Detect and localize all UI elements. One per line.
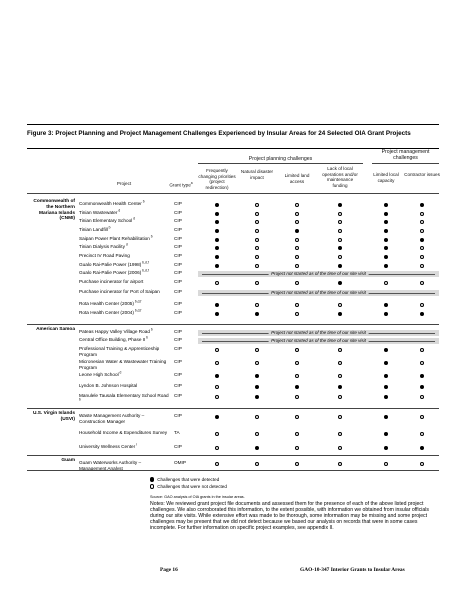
table-top-rule [27,148,439,149]
challenge-detected-icon [338,385,342,389]
grant-type: CIP [174,413,182,418]
challenge-header-3: Limited land access [284,173,310,184]
challenge-not-detected-icon [255,255,259,259]
grant-type: CIP [174,218,182,223]
challenge-not-detected-icon [295,246,299,250]
challenge-not-detected-icon [420,281,424,285]
grant-type: CIP [174,383,182,388]
challenge-not-detected-icon [295,203,299,207]
challenge-detected-icon [384,395,388,399]
challenge-not-detected-icon [215,281,219,285]
legend-not-detected [150,484,227,490]
project-name: Leone High School $^d$ [79,370,122,377]
challenge-detected-icon [384,432,388,436]
challenge-not-detected-icon [215,446,219,450]
challenge-not-detected-icon [295,312,299,316]
challenge-detected-icon [420,385,424,389]
not-started-band [198,330,439,336]
project-name: Guam Waterworks Authority – Management Analyst [79,460,142,471]
grant-type: CIP [174,201,182,206]
challenge-detected-icon [215,264,219,268]
challenge-not-detected-icon [420,220,424,224]
challenge-detected-icon [215,312,219,316]
challenge-not-detected-icon [295,238,299,242]
challenge-not-detected-icon [384,462,388,466]
not-started-band [198,290,439,296]
challenge-not-detected-icon [338,238,342,242]
challenge-detected-icon [420,446,424,450]
planning-group-rule [198,163,363,164]
project-name: Micronesian Water & Wastewater Training Program [79,359,167,370]
figure-title: Figure 3: Project Planning and Project Management Challenges Experienced by Insular Areas for 24 Selected OIA Grant Projects [27,130,411,137]
challenge-detected-icon [384,220,388,224]
project-name: Pateas Happy Valley Village Road $^b$ [79,327,153,334]
challenge-not-detected-icon [338,432,342,436]
challenge-detected-icon [384,361,388,365]
challenge-not-detected-icon [255,361,259,365]
header-bottom-rule [27,193,439,194]
challenge-not-detected-icon [420,212,424,216]
region-label: Guam [61,458,75,463]
challenge-detected-icon [255,385,259,389]
project-column-header: Project [116,181,132,186]
challenge-not-detected-icon [420,229,424,233]
challenge-not-detected-icon [295,395,299,399]
open-circle-icon [150,484,154,488]
challenge-not-detected-icon [338,415,342,419]
challenge-not-detected-icon [338,446,342,450]
challenge-not-detected-icon [338,255,342,259]
project-name: Central Office Building, Phase II $^b$ [79,335,149,342]
challenge-detected-icon [384,312,388,316]
challenge-header-2: Natural disaster impact [240,169,274,180]
challenge-not-detected-icon [338,395,342,399]
challenge-detected-icon [420,374,424,378]
project-name: Manulele Tausala Elementary School Road $^b$ [79,393,169,402]
challenge-detected-icon [295,385,299,389]
challenge-detected-icon [255,395,259,399]
region-divider-3 [27,455,439,456]
filled-circle-icon [150,477,154,481]
grant-type: CIP [174,310,182,315]
not-started-band [198,271,439,277]
challenge-not-detected-icon [420,415,424,419]
project-name: Waste Management Authority – Construction Manager [79,413,145,424]
challenge-not-detected-icon [338,374,342,378]
challenge-detected-icon [295,229,299,233]
grant-type: TA [174,430,180,435]
band-text: Project not started as of the time of our site visit [268,330,369,336]
project-name: Household Income & Expenditures Survey [79,430,168,435]
grant-type: CIP [174,279,182,284]
project-name: Tinian Elementary School $^d$ [79,216,135,223]
challenge-not-detected-icon [420,361,424,365]
grant-type: CIP [174,236,182,241]
grant-type: CIP [174,289,182,294]
challenge-not-detected-icon [215,395,219,399]
challenge-not-detected-icon [255,212,259,216]
management-group-rule [372,163,439,164]
project-name: Commonwealth Health Center $^b$ [79,199,145,206]
challenge-not-detected-icon [255,462,259,466]
project-name: Rota Health Center (2004) $^{b,d,f}$ [79,308,142,315]
challenge-detected-icon [215,238,219,242]
challenge-detected-icon [338,281,342,285]
region-label: U.S. Virgin Islands (USVI) [32,411,75,422]
challenge-detected-icon [255,446,259,450]
challenge-detected-icon [420,312,424,316]
project-name: Gualo Rai-Palie Power (1998) $^{b,d,f}$ [79,260,149,267]
project-name: Gualo Rai-Palie Power (2006) $^{b,d,f}$ [79,268,149,275]
challenge-not-detected-icon [215,432,219,436]
challenge-not-detected-icon [215,361,219,365]
challenge-detected-icon [420,203,424,207]
grant-type: CIP [174,227,182,232]
page-number: Page 16 [160,567,178,573]
challenge-not-detected-icon [255,203,259,207]
notes-paragraph: Notes: We reviewed grant project file documents and assessed them for the presence of each of the above listed project challenges. We also corroborated this information, to the extent possible, with information we obtained from insular officials during our site visits. While extensive effort was made to be thorough, some information may be missing and some project challenges may be present that we did not detect because we based our analysis on records that were in some cases incomplete. For further information on specific project examples, see appendix II. [150,501,429,532]
challenge-not-detected-icon [420,303,424,307]
project-name: Tinian Dialysis Facility $^d$ [79,242,128,249]
challenge-detected-icon [215,374,219,378]
challenge-detected-icon [384,415,388,419]
band-text: Project not started as of the time of our site visit [268,271,369,277]
challenge-detected-icon [215,203,219,207]
project-name: Precinct IV Road Paving [79,253,130,258]
planning-group-header: Project planning challenges [248,156,313,162]
challenge-not-detected-icon [295,212,299,216]
challenge-detected-icon [215,255,219,259]
challenge-detected-icon [338,246,342,250]
project-name: Tinian Landfill $^b$ [79,225,111,232]
challenge-not-detected-icon [215,348,219,352]
challenge-not-detected-icon [338,212,342,216]
challenge-detected-icon [338,312,342,316]
grant-type: CIP [174,329,182,334]
project-name: Saipan Power Plant Rehabilitation $^b$ [79,234,153,241]
management-group-header: Project management challenges [381,149,430,161]
challenge-not-detected-icon [295,432,299,436]
legend-detected [150,477,219,483]
challenge-not-detected-icon [295,415,299,419]
challenge-not-detected-icon [295,361,299,365]
challenge-header-1: Frequently changing priorities (project redirection) [198,168,236,190]
band-text: Project not started as of the time of our site visit [268,290,369,296]
challenge-not-detected-icon [384,281,388,285]
grant-type: OMIP [174,460,186,465]
challenge-not-detected-icon [295,374,299,378]
project-name: University Wellness Center $^i$ [79,442,137,449]
project-name: Purchase incinerator for Port of Saipan [79,289,160,294]
challenge-detected-icon [384,348,388,352]
challenge-not-detected-icon [255,229,259,233]
grant-type: CIP [174,244,182,249]
challenge-detected-icon [384,229,388,233]
challenge-detected-icon [338,203,342,207]
challenge-detected-icon [384,446,388,450]
challenge-header-6: Contractor issues [404,172,440,177]
region-label: American Samoa [36,327,75,332]
challenge-not-detected-icon [295,462,299,466]
grant-type: CIP [174,253,182,258]
grant-type: CIP [174,359,182,364]
challenge-not-detected-icon [338,462,342,466]
challenge-not-detected-icon [295,446,299,450]
challenge-not-detected-icon [420,462,424,466]
grant-type: CIP [174,337,182,342]
region-divider-2 [27,408,439,409]
challenge-not-detected-icon [255,348,259,352]
challenge-detected-icon [384,264,388,268]
challenge-not-detected-icon [338,348,342,352]
region-divider-1 [27,324,439,325]
grant-type: CIP [174,301,182,306]
challenge-not-detected-icon [295,281,299,285]
challenge-not-detected-icon [255,264,259,268]
project-name: Purchase incinerator for airport [79,279,144,284]
challenge-detected-icon [338,264,342,268]
challenge-not-detected-icon [420,264,424,268]
challenge-not-detected-icon [295,255,299,259]
band-text: Project not started as of the time of our site visit [268,338,369,344]
challenge-not-detected-icon [338,220,342,224]
challenge-not-detected-icon [295,264,299,268]
challenge-not-detected-icon [420,395,424,399]
challenge-not-detected-icon [295,220,299,224]
challenge-not-detected-icon [420,246,424,250]
top-rule [27,124,439,125]
source-note: Source: GAO analysis of OIA grants in the insular areas. [150,495,245,499]
challenge-not-detected-icon [215,385,219,389]
challenge-not-detected-icon [295,348,299,352]
challenge-not-detected-icon [420,255,424,259]
grant-type-column-header: Grant type$^a$ [169,181,193,188]
project-name: Lyndon B. Johnson Hospital [79,383,138,388]
grant-type: CIP [174,270,182,275]
grant-type: CIP [174,372,182,377]
legend-detected-label: Challenges that were detected [157,477,220,482]
challenge-not-detected-icon [255,246,259,250]
challenge-detected-icon [215,246,219,250]
region-label: Commonwealth of the Northern Mariana Islands (CNMI) [33,199,75,222]
challenge-detected-icon [215,212,219,216]
grant-type: CIP [174,393,182,398]
report-id: GAO-10-347 Interior Grants to Insular Areas [300,567,405,573]
challenge-detected-icon [215,220,219,224]
challenge-detected-icon [384,246,388,250]
challenge-detected-icon [420,238,424,242]
not-started-band [198,338,439,344]
challenge-detected-icon [384,385,388,389]
challenge-not-detected-icon [215,462,219,466]
challenge-detected-icon [384,212,388,216]
grant-type: CIP [174,262,182,267]
challenge-not-detected-icon [255,220,259,224]
project-name: Rota Health Center (2005) $^{b,d,f}$ [79,299,142,306]
grant-type: CIP [174,346,182,351]
challenge-not-detected-icon [255,432,259,436]
challenge-not-detected-icon [255,238,259,242]
challenge-detected-icon [255,312,259,316]
challenge-detected-icon [384,203,388,207]
grant-type: CIP [174,444,182,449]
challenge-not-detected-icon [255,281,259,285]
project-name: Professional Training & Apprenticeship Program [79,346,160,357]
challenge-detected-icon [255,374,259,378]
challenge-detected-icon [384,255,388,259]
project-name: Tinian Wastewater $^d$ [79,208,121,215]
challenge-header-5: Limited local capacity [373,172,399,183]
challenge-detected-icon [215,415,219,419]
grant-type: CIP [174,210,182,215]
challenge-header-4: Lack of local operations and/or maintenance funding [322,166,358,188]
challenge-detected-icon [215,303,219,307]
challenge-not-detected-icon [338,361,342,365]
table-bottom-rule [27,470,439,471]
challenge-not-detected-icon [420,432,424,436]
challenge-not-detected-icon [255,303,259,307]
challenge-not-detected-icon [338,303,342,307]
challenge-not-detected-icon [338,229,342,233]
challenge-detected-icon [215,229,219,233]
challenge-detected-icon [384,238,388,242]
challenge-not-detected-icon [420,348,424,352]
legend-not-detected-label: Challenges that were not detected [157,484,227,489]
challenge-not-detected-icon [295,303,299,307]
challenge-detected-icon [384,303,388,307]
challenge-not-detected-icon [255,415,259,419]
challenge-detected-icon [384,374,388,378]
